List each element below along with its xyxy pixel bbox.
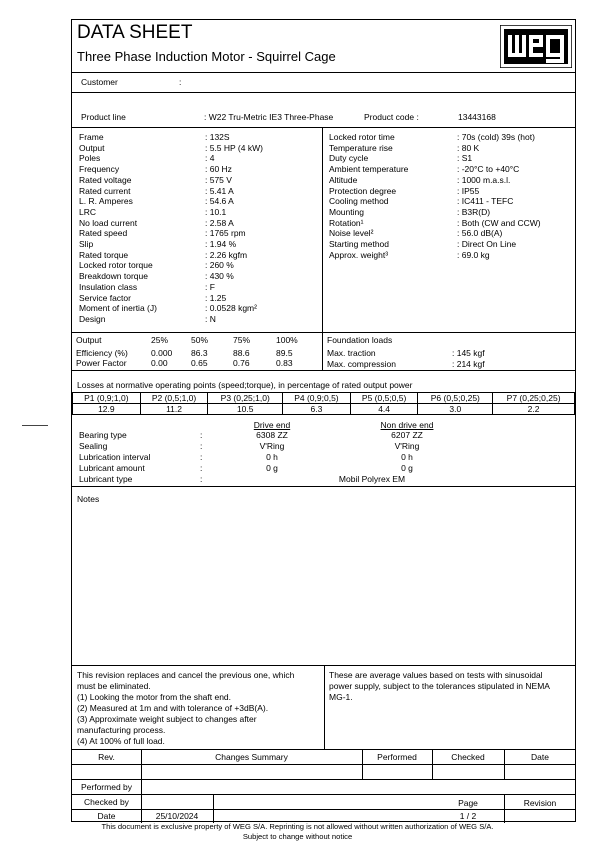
spec-value: : -20°C to +40°C — [457, 164, 520, 175]
performed-header: Performed — [377, 752, 417, 762]
spec-value: : 5.41 A — [205, 185, 234, 196]
spec-label: Frame — [79, 132, 104, 142]
spec-label: Rated voltage — [79, 174, 132, 185]
spec-label: Design — [79, 313, 106, 324]
spec-value: : Direct On Line — [457, 239, 517, 249]
date-value: 25/10/2024 — [155, 811, 199, 821]
performance-table — [76, 335, 322, 370]
spec-label: Approx. weight³ — [329, 249, 389, 260]
remark-line: (3) Approximate weight subject to changes after — [77, 714, 257, 724]
spec-value: : 1000 m.a.s.l. — [457, 174, 511, 185]
spec-label: Frequency — [79, 164, 120, 175]
remark-line: (4) At 100% of full load. — [77, 736, 165, 746]
spec-label: Temperature rise — [329, 142, 393, 153]
page-title: DATA SHEET — [77, 22, 193, 43]
data-sheet-frame — [71, 19, 576, 822]
remark-line: This revision replaces and cancel the previous one, which — [77, 670, 295, 680]
spec-value: : 1.94 % — [205, 239, 237, 249]
bearing-row-colon: : — [200, 430, 203, 440]
remark-line: (2) Measured at 1m and with tolerance of +3dB(A). — [77, 703, 269, 713]
product-line-label: Product line — [81, 112, 126, 122]
spec-label: Noise level² — [329, 228, 374, 239]
non-drive-end-value: 6207 ZZ — [391, 430, 423, 440]
losses-value-cell: 2.2 — [493, 404, 575, 415]
spec-value: : IC411 - TEFC — [457, 196, 514, 207]
spec-label: Protection degree — [329, 185, 397, 196]
product-line-value: : W22 Tru-Metric IE3 Three-Phase — [204, 112, 334, 122]
foundation-value: : 214 kgf — [452, 358, 485, 369]
spec-value: : 1765 rpm — [205, 228, 246, 239]
spec-value: : 80 K — [457, 142, 480, 153]
spec-label: Poles — [79, 153, 101, 164]
losses-header-cell: P4 (0,9;0,5) — [283, 393, 351, 404]
footer-copyright: This document is exclusive property of WEG S/A. Reprinting is not allowed without written authorization of WEG S/A. — [101, 822, 494, 831]
drive-end-value: 0 g — [266, 463, 278, 473]
bearing-row-label: Bearing type — [79, 430, 127, 440]
spec-value: : 60 Hz — [205, 164, 232, 175]
non-drive-end-value: 0 g — [401, 463, 413, 473]
spec-value: : N — [205, 313, 216, 324]
performance-value: 88.6 — [233, 348, 250, 358]
remark-line: (1) Looking the motor from the shaft end. — [77, 692, 232, 702]
drive-end-header: Drive end — [253, 420, 291, 430]
non-drive-end-header: Non drive end — [380, 420, 434, 430]
spec-label: Cooling method — [329, 196, 389, 207]
performance-value: 0.76 — [233, 358, 250, 368]
spec-label: Moment of inertia (J) — [79, 303, 157, 314]
drive-end-value: V'Ring — [259, 441, 285, 451]
remark-line: must be eliminated. — [77, 681, 151, 691]
footer-notice: Subject to change without notice — [242, 832, 353, 841]
performance-header: 50% — [191, 335, 209, 345]
lubricant-type-value: Mobil Polyrex EM — [338, 474, 406, 484]
spec-label: Rated current — [79, 185, 131, 196]
spec-value: : 132S — [205, 132, 230, 142]
bearing-row-colon: : — [200, 452, 203, 462]
performance-row-label: Power Factor — [76, 358, 127, 368]
losses-value-cell: 4.4 — [350, 404, 418, 415]
spec-label: Locked rotor torque — [79, 260, 153, 271]
spec-value: : 69.0 kg — [457, 249, 490, 260]
spec-value: : 70s (cold) 39s (hot) — [457, 132, 535, 142]
foundation-label: Max. compression — [327, 358, 396, 369]
remark-line: These are average values based on tests with sinusoidal — [329, 670, 543, 680]
page-value: 1 / 2 — [459, 811, 477, 821]
bearing-row-label: Lubricant amount — [79, 463, 145, 473]
drive-end-value: 0 h — [266, 452, 278, 462]
losses-header-cell: P5 (0,5;0,5) — [350, 393, 418, 404]
changes-summary-header: Changes Summary — [215, 752, 288, 762]
spec-value: : F — [205, 281, 215, 292]
bearing-row-label: Sealing — [79, 441, 108, 451]
spec-label: Locked rotor time — [329, 132, 395, 142]
rev-header: Rev. — [98, 752, 115, 762]
customer-colon: : — [179, 77, 182, 87]
performance-header: 25% — [151, 335, 169, 345]
foundation-label: Max. traction — [327, 348, 376, 358]
performance-row-label: Efficiency (%) — [76, 348, 128, 358]
spec-label: Ambient temperature — [329, 164, 409, 175]
spec-label: LRC — [79, 206, 97, 217]
spec-label: Output — [79, 142, 105, 153]
spec-label: Duty cycle — [329, 153, 369, 164]
spec-label: No load current — [79, 217, 138, 228]
losses-value-cell: 6.3 — [283, 404, 351, 415]
spec-value: : 56.0 dB(A) — [457, 228, 503, 239]
lubricant-type-colon: : — [200, 474, 203, 484]
spec-label: Rated speed — [79, 228, 128, 239]
losses-value-cell: 12.9 — [73, 404, 141, 415]
performance-value: 0.000 — [151, 348, 173, 358]
date-label: Date — [97, 811, 116, 821]
bearing-row-label: Lubrication interval — [79, 452, 151, 462]
checked-by-label: Checked by — [84, 797, 129, 807]
losses-header-cell: P7 (0,25;0,25) — [493, 393, 575, 404]
foundation-title: Foundation loads — [327, 335, 393, 345]
performance-value: 89.5 — [276, 348, 293, 358]
performance-value: 0.65 — [191, 358, 208, 368]
spec-value: : 10.1 — [205, 206, 227, 217]
spec-label: Insulation class — [79, 281, 138, 292]
spec-value: : Both (CW and CCW) — [457, 217, 541, 228]
losses-title: Losses at normative operating points (speed;torque), in percentage of rated output power — [77, 380, 413, 390]
spec-label: L. R. Amperes — [79, 196, 133, 207]
losses-value-cell: 11.2 — [140, 404, 208, 415]
spec-value: : 54.6 A — [205, 196, 234, 207]
spec-value: : 1.25 — [205, 292, 227, 303]
product-code-value: 13443168 — [458, 112, 496, 122]
performance-value: 0.83 — [276, 358, 293, 368]
product-code-label: Product code : — [364, 112, 419, 122]
bearing-row-colon: : — [200, 463, 203, 473]
spec-value: : IP55 — [457, 185, 480, 196]
spec-value: : 260 % — [205, 260, 234, 271]
performance-header: 75% — [233, 335, 251, 345]
spec-value: : 430 % — [205, 271, 234, 282]
spec-value: : 575 V — [205, 174, 232, 185]
spec-label: Rotation¹ — [329, 217, 364, 228]
spec-value: : 0.0528 kgm² — [205, 303, 257, 314]
losses-value-cell: 3.0 — [418, 404, 493, 415]
revision-label: Revision — [523, 798, 557, 808]
foundation-value: : 145 kgf — [452, 348, 485, 358]
lubricant-type-label: Lubricant type — [79, 474, 133, 484]
remark-line: manufacturing process. — [77, 725, 166, 735]
remark-line: power supply, subject to the tolerances stipulated in NEMA — [329, 681, 550, 691]
spec-label: Service factor — [79, 292, 131, 303]
losses-header-cell: P1 (0,9;1,0) — [73, 393, 141, 404]
spec-label: Breakdown torque — [79, 271, 148, 282]
margin-mark — [22, 425, 48, 426]
remark-line: MG-1. — [329, 692, 353, 702]
performance-header: Output — [76, 335, 102, 345]
performance-value: 0.00 — [151, 358, 168, 368]
page-label: Page — [458, 798, 478, 808]
date-header: Date — [531, 752, 549, 762]
performance-value: 86.3 — [191, 348, 208, 358]
notes-title: Notes — [77, 494, 100, 504]
losses-header-cell: P6 (0,5;0,25) — [418, 393, 493, 404]
losses-table — [72, 392, 575, 415]
spec-value: : B3R(D) — [457, 206, 491, 217]
losses-value-cell: 10.5 — [208, 404, 283, 415]
drive-end-value: 6308 ZZ — [256, 430, 288, 440]
performance-header: 100% — [276, 335, 298, 345]
weg-logo — [500, 25, 572, 68]
spec-value: : 2.58 A — [205, 217, 234, 228]
spec-value: : S1 — [457, 153, 473, 164]
losses-header-cell: P2 (0,5;1,0) — [140, 393, 208, 404]
losses-header-cell: P3 (0,25;1,0) — [208, 393, 283, 404]
spec-label: Rated torque — [79, 249, 129, 260]
spec-label: Slip — [79, 239, 94, 249]
spec-label: Starting method — [329, 239, 390, 249]
customer-label: Customer — [81, 77, 118, 87]
spec-value: : 5.5 HP (4 kW) — [205, 142, 263, 153]
checked-header: Checked — [451, 752, 485, 762]
page-subtitle: Three Phase Induction Motor - Squirrel Cage — [77, 49, 336, 64]
spec-value: : 4 — [205, 153, 215, 164]
non-drive-end-value: V'Ring — [394, 441, 420, 451]
spec-value: : 2.26 kgfm — [205, 249, 248, 260]
non-drive-end-value: 0 h — [401, 452, 413, 462]
performed-by-label: Performed by — [80, 782, 133, 792]
spec-label: Altitude — [329, 174, 358, 185]
bearing-row-colon: : — [200, 441, 203, 451]
spec-label: Mounting — [329, 206, 364, 217]
